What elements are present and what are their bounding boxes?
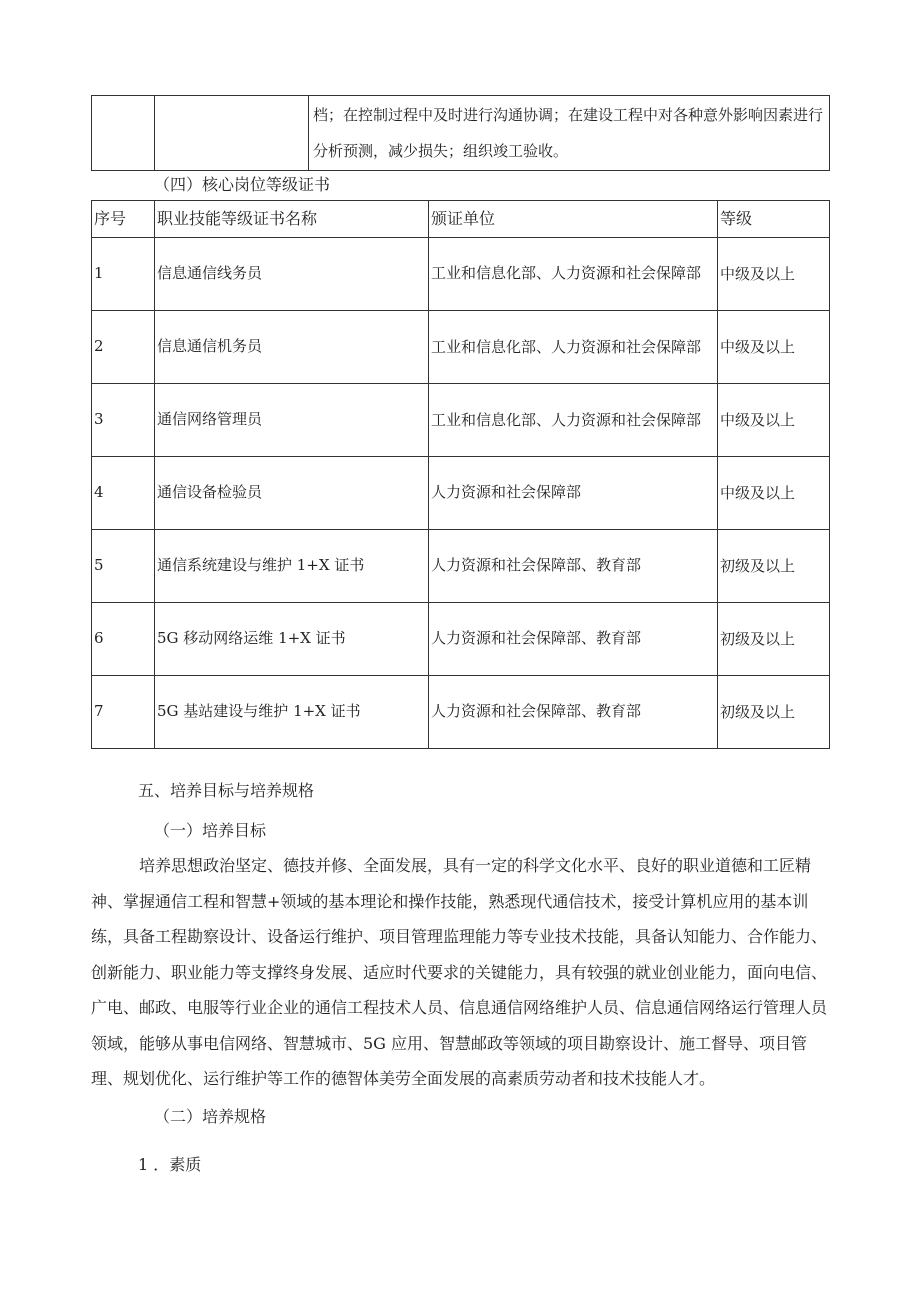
cert-issuer: 人力资源和社会保障部、教育部 xyxy=(429,603,718,676)
continuation-table xyxy=(91,95,830,171)
item-heading: 1 ．素质 xyxy=(138,1155,202,1174)
table-cell xyxy=(92,96,155,171)
table-row xyxy=(92,311,830,384)
cert-no: 1 xyxy=(92,238,155,311)
table-row xyxy=(92,457,830,530)
cert-no: 3 xyxy=(92,384,155,457)
cert-no: 6 xyxy=(92,603,155,676)
table-row xyxy=(92,530,830,603)
cert-name: 5G 移动网络运维 1+X 证书 xyxy=(155,603,429,676)
cert-name: 通信网络管理员 xyxy=(155,384,429,457)
table-row xyxy=(92,603,830,676)
table-cell xyxy=(155,96,309,171)
table-row xyxy=(92,238,830,311)
table-row xyxy=(92,676,830,749)
cert-level: 中级及以上 xyxy=(718,457,830,530)
cert-no: 7 xyxy=(92,676,155,749)
cert-section-title: （四）核心岗位等级证书 xyxy=(154,175,331,194)
header-level: 等级 xyxy=(718,201,830,238)
cert-name: 通信系统建设与维护 1+X 证书 xyxy=(155,530,429,603)
cert-level: 初级及以上 xyxy=(718,530,830,603)
cert-no: 5 xyxy=(92,530,155,603)
cert-no: 2 xyxy=(92,311,155,384)
subsection-heading: （一）培养目标 xyxy=(154,821,267,840)
cert-name: 信息通信线务员 xyxy=(155,238,429,311)
cert-issuer: 工业和信息化部、人力资源和社会保障部 xyxy=(429,311,718,384)
certificate-table xyxy=(91,200,830,749)
cert-level: 中级及以上 xyxy=(718,311,830,384)
cert-level: 初级及以上 xyxy=(718,676,830,749)
cert-name: 信息通信机务员 xyxy=(155,311,429,384)
goal-paragraph: 培养思想政治坚定、德技并修、全面发展，具有一定的科学文化水平、良好的职业道德和工匠精神、掌握通信工程和智慧+领域的基本理论和操作技能，熟悉现代通信技术，接受计算机应用的基本训练，具备工程勘察设计、设备运行维护、项目管理监理能力等专业技术技能，具备认知能力、合作能力、创新能力、职业能力等支撑终身发展、适应时代要求的关键能力，具有较强的就业创业能力，面向电信、广电、邮政、电服等行业企业的通信工程技术人员、信息通信网络维护人员、信息通信网络运行管理人员领域，能够从事电信网络、智慧城市、5G 应用、智慧邮政等领域的项目勘察设计、施工督导、项目管理、规划优化、运行维护等工作的德智体美劳全面发展的高素质劳动者和技术技能人才。 xyxy=(91,856,828,1088)
cert-level: 中级及以上 xyxy=(718,384,830,457)
cert-issuer: 人力资源和社会保障部、教育部 xyxy=(429,530,718,603)
cert-name: 通信设备检验员 xyxy=(155,457,429,530)
cert-issuer: 工业和信息化部、人力资源和社会保障部 xyxy=(429,384,718,457)
cert-issuer: 人力资源和社会保障部 xyxy=(429,457,718,530)
subsection-heading: （二）培养规格 xyxy=(154,1107,267,1126)
cert-level: 初级及以上 xyxy=(718,603,830,676)
continuation-text: 档；在控制过程中及时进行沟通协调；在建设工程中对各种意外影响因素进行分析预测，减少损失；组织竣工验收。 xyxy=(313,106,824,160)
section-heading: 五、培养目标与培养规格 xyxy=(138,781,315,800)
header-issuer: 颁证单位 xyxy=(429,201,718,238)
header-no: 序号 xyxy=(92,201,155,238)
cert-no: 4 xyxy=(92,457,155,530)
header-name: 职业技能等级证书名称 xyxy=(155,201,429,238)
table-row xyxy=(92,96,830,171)
table-header-row xyxy=(92,201,830,238)
table-cell xyxy=(309,96,830,171)
cert-issuer: 工业和信息化部、人力资源和社会保障部 xyxy=(429,238,718,311)
cert-level: 中级及以上 xyxy=(718,238,830,311)
table-row xyxy=(92,384,830,457)
cert-name: 5G 基站建设与维护 1+X 证书 xyxy=(155,676,429,749)
cert-issuer: 人力资源和社会保障部、教育部 xyxy=(429,676,718,749)
